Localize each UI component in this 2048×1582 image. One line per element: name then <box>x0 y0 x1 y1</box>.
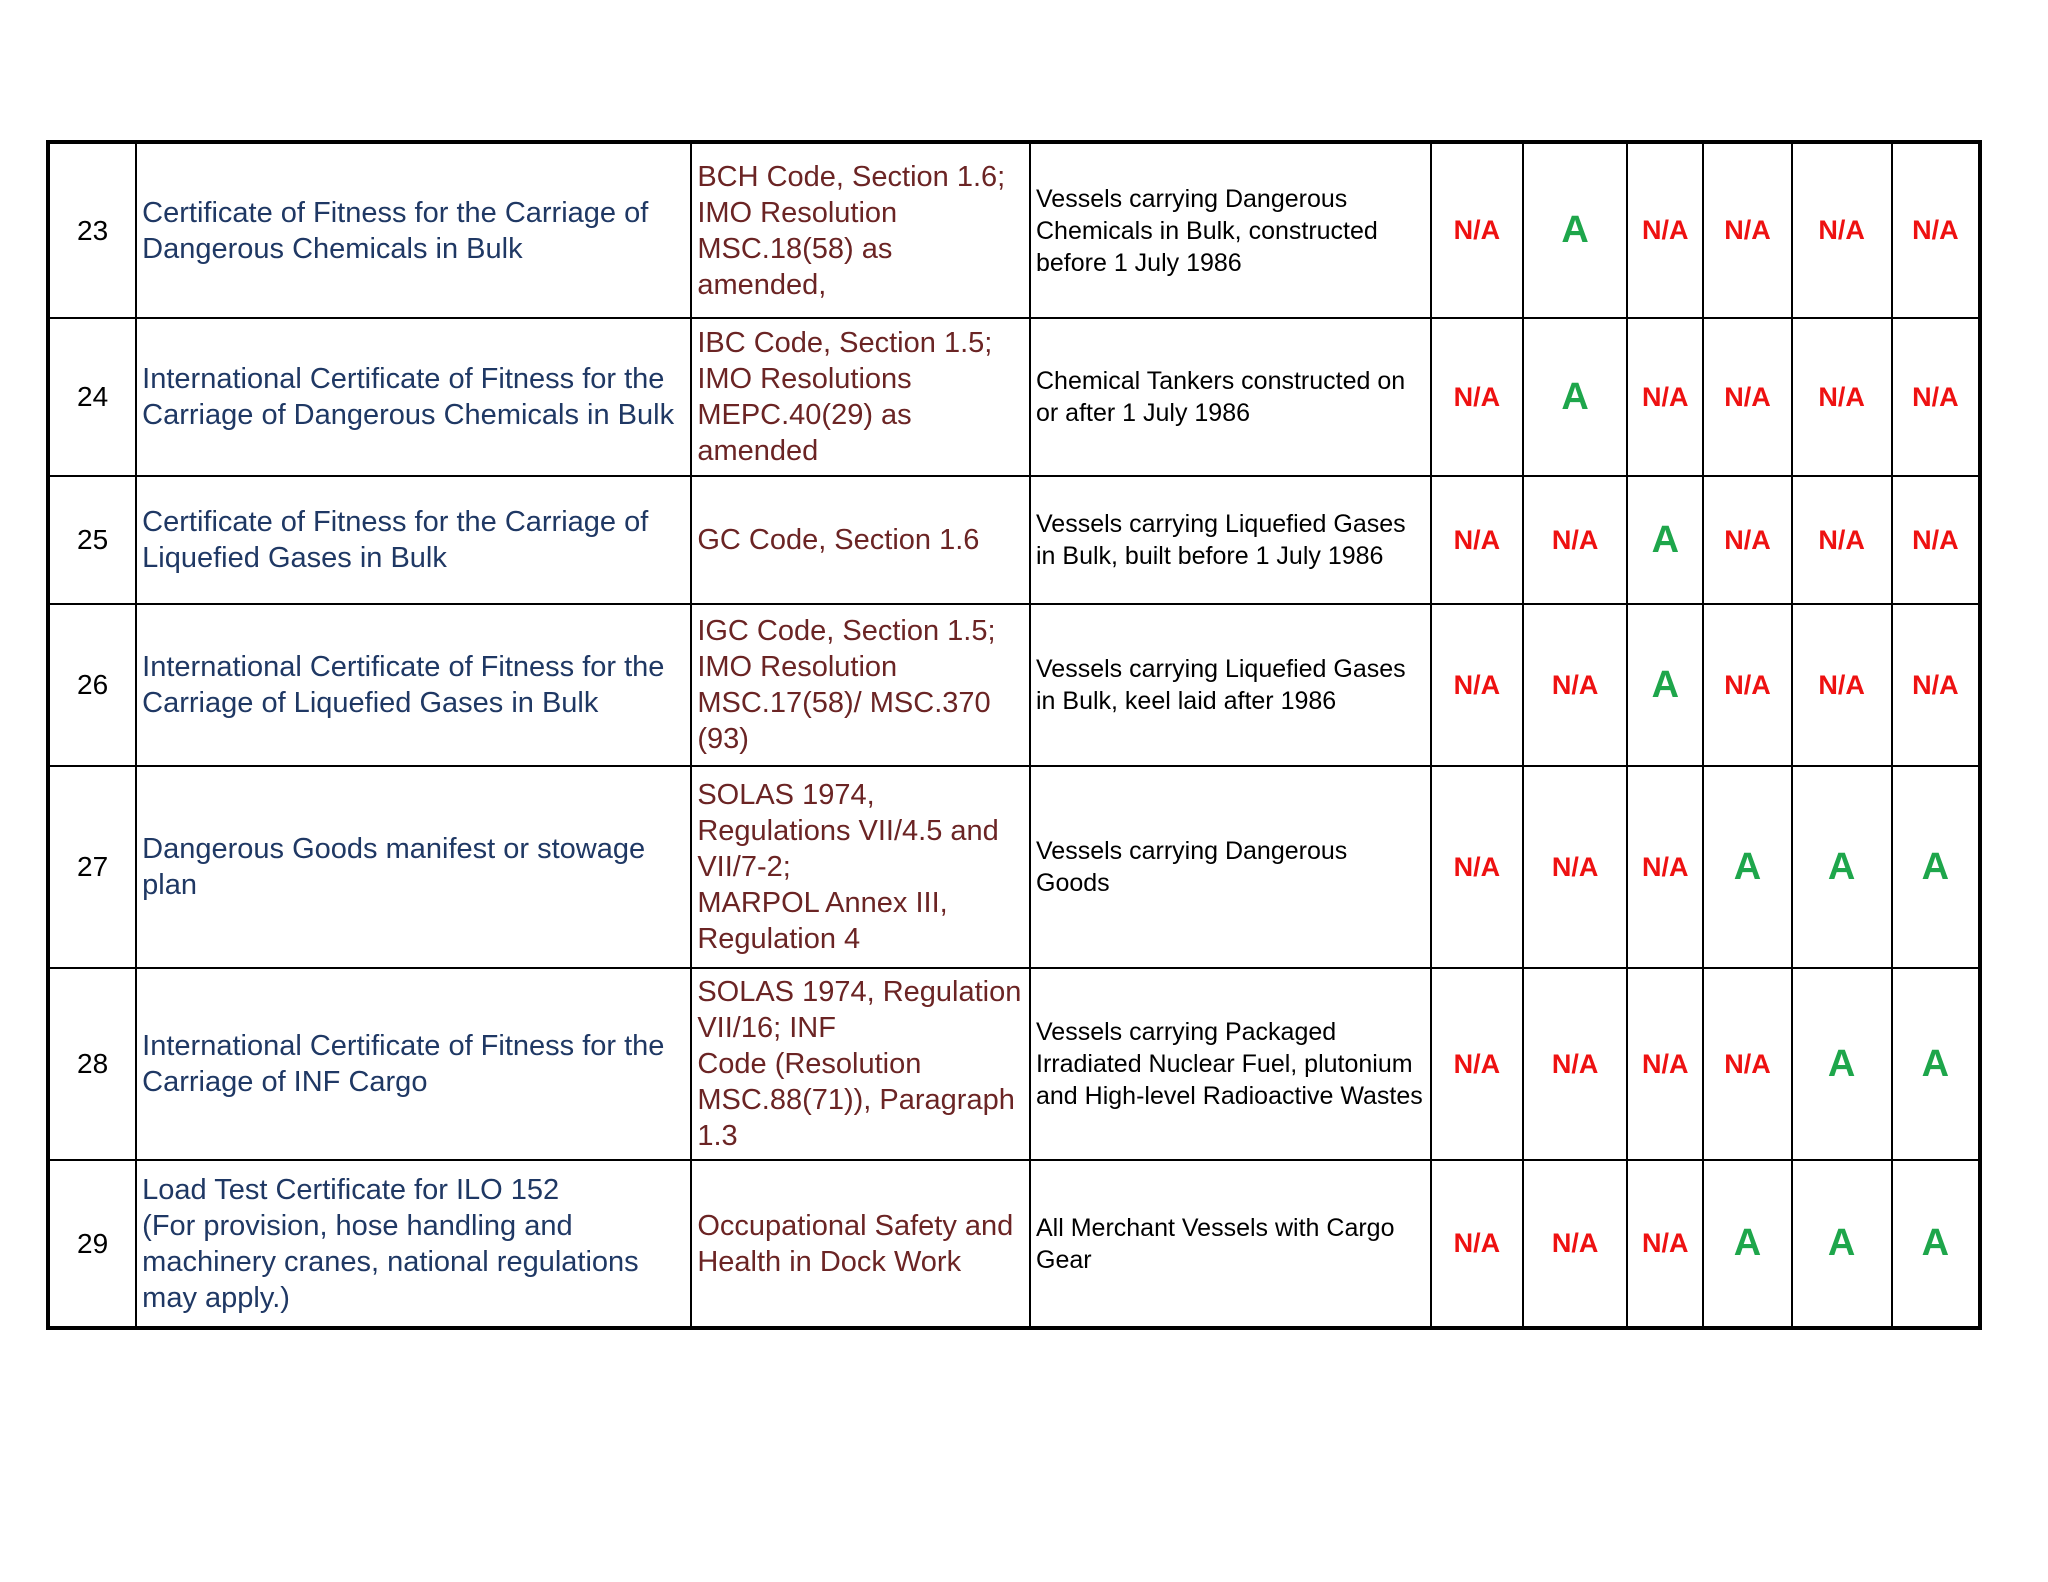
status-not-applicable: N/A <box>1703 604 1791 766</box>
certificate-title: International Certificate of Fitness for the Carriage of INF Cargo <box>136 968 691 1160</box>
certificate-title: Load Test Certificate for ILO 152 (For provision, hose handling and machinery cranes, national regulations may apply.) <box>136 1160 691 1328</box>
status-applicable: A <box>1892 1160 1980 1328</box>
status-not-applicable: N/A <box>1892 142 1980 318</box>
table-row <box>48 318 1980 476</box>
status-not-applicable: N/A <box>1703 476 1791 604</box>
row-number: 25 <box>48 476 136 604</box>
status-applicable: A <box>1627 604 1703 766</box>
status-applicable: A <box>1792 766 1892 968</box>
certificate-requirements-table <box>46 140 1982 1330</box>
certificate-title: International Certificate of Fitness for the Carriage of Liquefied Gases in Bulk <box>136 604 691 766</box>
applicability: Vessels carrying Packaged Irradiated Nuclear Fuel, plutonium and High-level Radioactive Wastes <box>1030 968 1431 1160</box>
status-not-applicable: N/A <box>1703 318 1791 476</box>
status-applicable: A <box>1627 476 1703 604</box>
regulation-reference: SOLAS 1974, Regulations VII/4.5 and VII/7-2; MARPOL Annex III, Regulation 4 <box>691 766 1030 968</box>
status-applicable: A <box>1892 968 1980 1160</box>
status-not-applicable: N/A <box>1627 766 1703 968</box>
table-row <box>48 968 1980 1160</box>
regulation-reference: BCH Code, Section 1.6; IMO Resolution MSC.18(58) as amended, <box>691 142 1030 318</box>
status-not-applicable: N/A <box>1523 604 1627 766</box>
status-not-applicable: N/A <box>1523 968 1627 1160</box>
table-body <box>48 142 1980 1328</box>
status-applicable: A <box>1792 1160 1892 1328</box>
status-not-applicable: N/A <box>1431 1160 1523 1328</box>
status-applicable: A <box>1523 318 1627 476</box>
status-not-applicable: N/A <box>1431 318 1523 476</box>
status-not-applicable: N/A <box>1792 318 1892 476</box>
status-not-applicable: N/A <box>1523 766 1627 968</box>
status-not-applicable: N/A <box>1792 142 1892 318</box>
status-not-applicable: N/A <box>1523 476 1627 604</box>
status-not-applicable: N/A <box>1627 142 1703 318</box>
status-not-applicable: N/A <box>1627 968 1703 1160</box>
certificate-title: Certificate of Fitness for the Carriage of Liquefied Gases in Bulk <box>136 476 691 604</box>
status-not-applicable: N/A <box>1627 1160 1703 1328</box>
status-not-applicable: N/A <box>1431 766 1523 968</box>
regulation-reference: IGC Code, Section 1.5; IMO Resolution MSC.17(58)/ MSC.370 (93) <box>691 604 1030 766</box>
status-not-applicable: N/A <box>1627 318 1703 476</box>
status-applicable: A <box>1892 766 1980 968</box>
regulation-reference: SOLAS 1974, Regulation VII/16; INF Code (Resolution MSC.88(71)), Paragraph 1.3 <box>691 968 1030 1160</box>
status-not-applicable: N/A <box>1792 476 1892 604</box>
status-not-applicable: N/A <box>1792 604 1892 766</box>
status-applicable: A <box>1703 1160 1791 1328</box>
status-not-applicable: N/A <box>1431 968 1523 1160</box>
status-not-applicable: N/A <box>1431 142 1523 318</box>
status-not-applicable: N/A <box>1523 1160 1627 1328</box>
applicability: Chemical Tankers constructed on or after 1 July 1986 <box>1030 318 1431 476</box>
applicability: Vessels carrying Dangerous Chemicals in Bulk, constructed before 1 July 1986 <box>1030 142 1431 318</box>
status-not-applicable: N/A <box>1892 476 1980 604</box>
regulation-reference: IBC Code, Section 1.5; IMO Resolutions MEPC.40(29) as amended <box>691 318 1030 476</box>
certificate-title: International Certificate of Fitness for the Carriage of Dangerous Chemicals in Bulk <box>136 318 691 476</box>
table-row <box>48 1160 1980 1328</box>
status-applicable: A <box>1703 766 1791 968</box>
certificate-title: Certificate of Fitness for the Carriage of Dangerous Chemicals in Bulk <box>136 142 691 318</box>
table-row <box>48 766 1980 968</box>
applicability: Vessels carrying Liquefied Gases in Bulk, built before 1 July 1986 <box>1030 476 1431 604</box>
row-number: 26 <box>48 604 136 766</box>
status-not-applicable: N/A <box>1431 476 1523 604</box>
status-not-applicable: N/A <box>1431 604 1523 766</box>
row-number: 29 <box>48 1160 136 1328</box>
row-number: 27 <box>48 766 136 968</box>
status-not-applicable: N/A <box>1703 142 1791 318</box>
row-number: 28 <box>48 968 136 1160</box>
applicability: Vessels carrying Dangerous Goods <box>1030 766 1431 968</box>
table-row <box>48 476 1980 604</box>
certificate-title: Dangerous Goods manifest or stowage plan <box>136 766 691 968</box>
applicability: Vessels carrying Liquefied Gases in Bulk, keel laid after 1986 <box>1030 604 1431 766</box>
status-not-applicable: N/A <box>1703 968 1791 1160</box>
table-row <box>48 604 1980 766</box>
status-not-applicable: N/A <box>1892 318 1980 476</box>
applicability: All Merchant Vessels with Cargo Gear <box>1030 1160 1431 1328</box>
regulation-reference: Occupational Safety and Health in Dock Work <box>691 1160 1030 1328</box>
status-not-applicable: N/A <box>1892 604 1980 766</box>
status-applicable: A <box>1792 968 1892 1160</box>
row-number: 24 <box>48 318 136 476</box>
table-row <box>48 142 1980 318</box>
regulation-reference: GC Code, Section 1.6 <box>691 476 1030 604</box>
row-number: 23 <box>48 142 136 318</box>
status-applicable: A <box>1523 142 1627 318</box>
